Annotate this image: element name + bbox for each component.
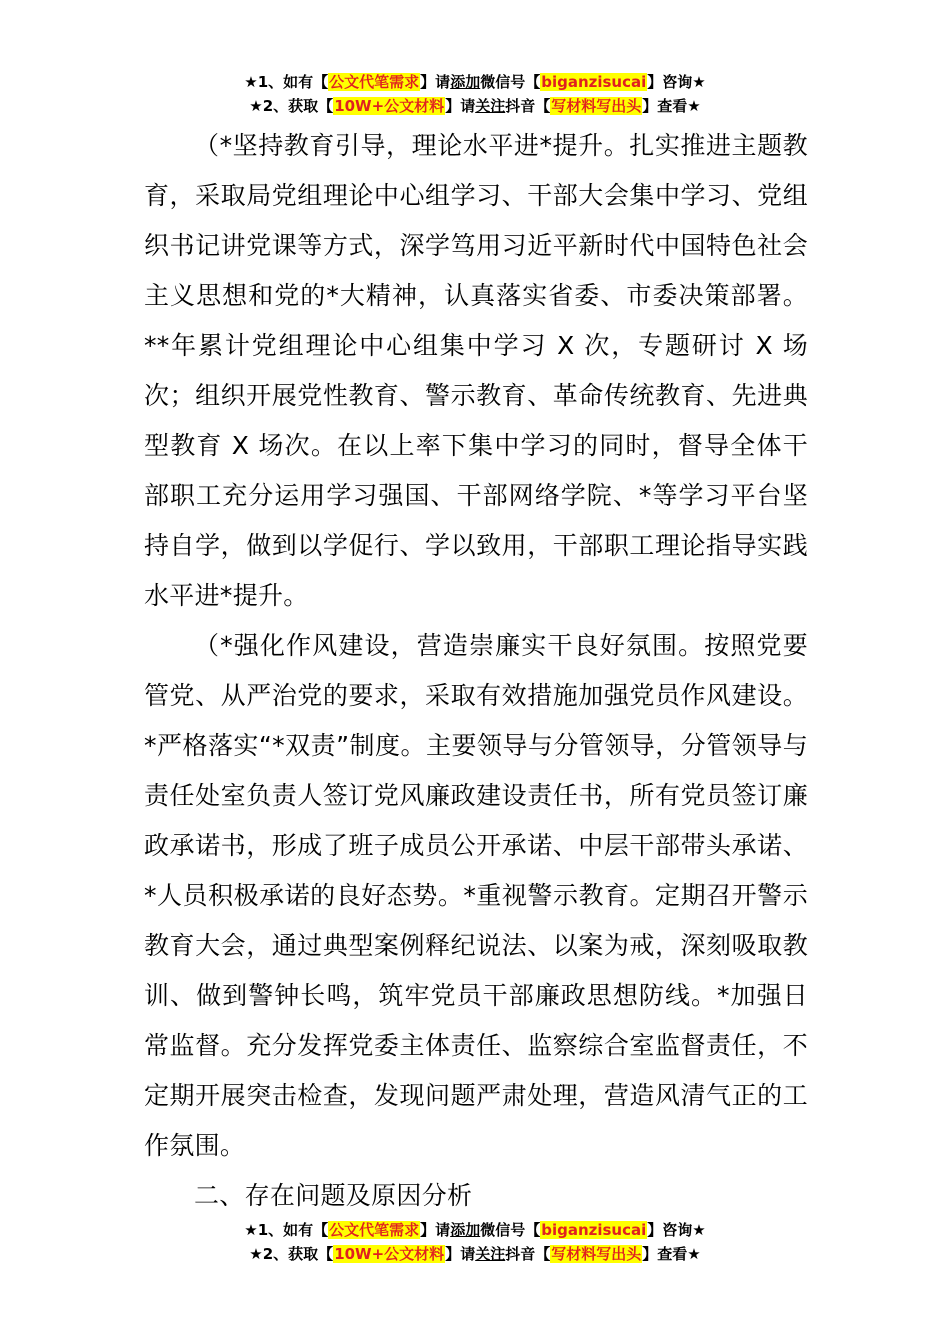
banner-text: 】请 xyxy=(420,1221,451,1239)
paragraph-conduct: （*强化作风建设，营造崇廉实干良好氛围。按照党要管党、从严治党的要求，采取有效措施加强党员作风建设。*严格落实“*双责”制度。主要领导与分管领导，分管领导与责任处室负责人签订党风廉政建设责任书，所有党员签订廉政承诺书，形成了班子成员公开承诺、中层干部带头承诺、*人员积极承诺的良好态势。*重视警示教育。定期召开警示教育大会，通过典型案例释纪说法、以案为戒，深刻吸取教训、做到警钟长鸣，筑牢党员干部廉政思想防线。*加强日常监督。充分发挥党委主体责任、监察综合室监督责任，不定期开展突击检查，发现问题严肃处理，营造风清气正的工作氛围。 xyxy=(144,631,808,1160)
banner-text: ★1、如有【 xyxy=(244,73,329,91)
highlight-wechat-id: biganzisucai xyxy=(541,1221,647,1239)
banner-text: 微信号【 xyxy=(480,73,541,91)
bottom-banner xyxy=(0,1218,950,1266)
document-body xyxy=(144,121,808,1221)
highlight-douyin-account: 写材料写出头 xyxy=(551,97,642,115)
banner-line-1 xyxy=(0,70,950,94)
highlight-douyin-account: 写材料写出头 xyxy=(551,1245,642,1263)
banner-text: 】咨询★ xyxy=(647,1221,706,1239)
banner-text: 】请 xyxy=(420,73,451,91)
top-banner xyxy=(0,70,950,118)
banner-text: 】查看★ xyxy=(642,97,701,115)
banner-text: 微信号【 xyxy=(480,1221,541,1239)
banner-text: ★2、获取【 xyxy=(249,1245,334,1263)
banner-text: 】咨询★ xyxy=(647,73,706,91)
banner-text: ★1、如有【 xyxy=(244,1221,329,1239)
banner-text: 抖音【 xyxy=(505,97,551,115)
highlight-wechat-id: biganzisucai xyxy=(541,73,647,91)
banner-text: 】查看★ xyxy=(642,1245,701,1263)
highlight-service: 公文代笔需求 xyxy=(329,73,420,91)
add-link[interactable]: 添加 xyxy=(450,73,481,91)
banner-text: 】请 xyxy=(445,1245,476,1263)
banner-line-2 xyxy=(0,1242,950,1266)
banner-line-2 xyxy=(0,94,950,118)
banner-text: ★2、获取【 xyxy=(249,97,334,115)
highlight-materials: 10W+公文材料 xyxy=(334,97,445,115)
add-link[interactable]: 添加 xyxy=(450,1221,481,1239)
follow-link[interactable]: 关注 xyxy=(475,97,506,115)
highlight-service: 公文代笔需求 xyxy=(329,1221,420,1239)
banner-line-1 xyxy=(0,1218,950,1242)
section-heading: 二、存在问题及原因分析 xyxy=(194,1181,473,1210)
banner-text: 】请 xyxy=(445,97,476,115)
highlight-materials: 10W+公文材料 xyxy=(334,1245,445,1263)
paragraph-education: （*坚持教育引导，理论水平进*提升。扎实推进主题教育，采取局党组理论中心组学习、干部大会集中学习、党组织书记讲党课等方式，深学笃用习近平新时代中国特色社会主义思想和党的*大精神，认真落实省委、市委决策部署。**年累计党组理论中心组集中学习 X 次，专题研讨 X 场次；组织开展党性教育、警示教育、革命传统教育、先进典型教育 X 场次。在以上率下集中学习的同时，督导全体干部职工充分运用学习强国、干部网络学院、*等学习平台坚持自学，做到以学促行、学以致用，干部职工理论指导实践水平进*提升。 xyxy=(144,131,808,610)
banner-text: 抖音【 xyxy=(505,1245,551,1263)
follow-link[interactable]: 关注 xyxy=(475,1245,506,1263)
